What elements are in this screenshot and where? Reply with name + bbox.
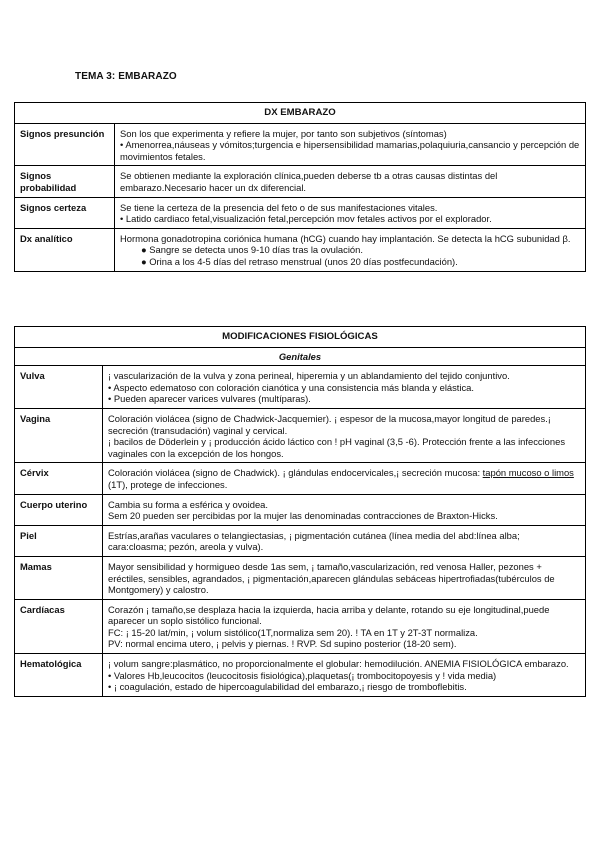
bullet-text: • Amenorrea,náuseas y vómitos;turgencia e hipersensibilidad mamarias,polaquiuria,cansancio y percepción de movimientos fetales. bbox=[120, 139, 580, 162]
bullet-text: • ¡ coagulación, estado de hipercoagulabilidad del embarazo,¡ riesgo de tromboflebitis. bbox=[108, 681, 467, 693]
row-text: ¡ volum sangre:plasmático, no proporcionalmente el globular: hemodilución. ANEMIA FISIOLÓGICA embarazo. bbox=[108, 658, 569, 670]
table-row bbox=[15, 123, 586, 166]
sub-bullet-text: ● Orina a los 4-5 días del retraso menstrual (unos 20 días postfecundación). bbox=[141, 255, 458, 267]
row-text: Son los que experimenta y refiere la mujer, por tanto son subjetivos (síntomas) bbox=[120, 127, 447, 139]
row-content bbox=[103, 366, 586, 409]
row-text: PV: normal encima utero, ¡ pelvis y piernas. ! RVP. Sd supino posterior (18-20 sem). bbox=[108, 638, 457, 650]
table-row bbox=[15, 197, 586, 228]
row-label: Vulva bbox=[15, 366, 103, 409]
table-row bbox=[15, 463, 586, 494]
table-header: DX EMBARAZO bbox=[15, 103, 586, 124]
row-content bbox=[103, 494, 586, 525]
table-row bbox=[15, 366, 586, 409]
row-text: Se tiene la certeza de la presencia del feto o de sus manifestaciones vitales. bbox=[120, 201, 438, 213]
row-text: ¡ vascularización de la vulva y zona perineal, hiperemia y un ablandamiento del tejido conjuntivo. bbox=[108, 370, 510, 382]
row-label: Dx analítico bbox=[15, 228, 115, 271]
row-text: Cambia su forma a esférica y ovoidea. bbox=[108, 498, 268, 510]
row-text: FC: ¡ 15-20 lat/min, ¡ volum sistólico(1T,normaliza sem 20). ! TA en 1T y 2T-3T normaliza. bbox=[108, 626, 478, 638]
dx-embarazo-table bbox=[14, 102, 586, 272]
row-content bbox=[103, 525, 586, 556]
row-label: Cérvix bbox=[15, 463, 103, 494]
table-row bbox=[15, 556, 586, 599]
row-label: Vagina bbox=[15, 408, 103, 462]
table-row bbox=[15, 228, 586, 271]
sub-bullet-text: ● Sangre se detecta unos 9-10 días tras la ovulación. bbox=[141, 244, 363, 256]
row-text: Coloración violácea (signo de Chadwick-Jacquemier). ¡ espesor de la mucosa,mayor longitud de paredes.¡ secreción (transudación) vaginal y cervical. bbox=[108, 412, 551, 436]
table-row bbox=[15, 408, 586, 462]
table-row bbox=[15, 166, 586, 197]
page-title: TEMA 3: EMBARAZO bbox=[75, 71, 177, 82]
row-text: Hormona gonadotropina coriónica humana (hCG) cuando hay implantación. Se detecta la hCG subunidad β. bbox=[120, 232, 571, 244]
row-content bbox=[103, 556, 586, 599]
row-text: Sem 20 pueden ser percibidas por la mujer las denominadas contracciones de Braxton-Hicks. bbox=[108, 510, 498, 522]
row-content bbox=[103, 463, 586, 494]
underlined-term: tapón mucoso o limos bbox=[482, 467, 574, 479]
row-content bbox=[115, 197, 586, 228]
table-header: MODIFICACIONES FISIOLÓGICAS bbox=[15, 327, 586, 348]
row-label: Signos probabilidad bbox=[15, 166, 115, 197]
row-text: Mayor sensibilidad y hormigueo desde 1as sem, ¡ tamaño,vascularización, red venosa Haller, pezones + eréctiles, sensibles, agrandados, ¡ pigmentación,aparecen glándulas sebáceas hipertrofiadas(tubérculos de Montgomery) y calostro. bbox=[108, 560, 555, 596]
bullet-text: • Valores Hb,leucocitos (leucocitosis fisiológica),plaquetas(¡ trombocitopoyesis y ! vida media) bbox=[108, 669, 497, 681]
row-label: Piel bbox=[15, 525, 103, 556]
row-content bbox=[103, 654, 586, 697]
table-row bbox=[15, 525, 586, 556]
row-text: (1T), protege de infecciones. bbox=[108, 478, 228, 490]
table-subheader: Genitales bbox=[15, 347, 586, 366]
row-label: Signos presunción bbox=[15, 123, 115, 166]
row-label: Signos certeza bbox=[15, 197, 115, 228]
row-content bbox=[103, 599, 586, 653]
row-text: Corazón ¡ tamaño,se desplaza hacia la izquierda, hacia arriba y delante, rotando su eje longitudinal,puede aparecer un soplo sistólico funcional. bbox=[108, 603, 550, 627]
row-text: ¡ bacilos de Döderlein y ¡ producción ácido láctico con ! pH vaginal (3,5 -6). Protección frente a las infecciones vaginales con la excepción de los hongos. bbox=[108, 436, 566, 459]
row-content bbox=[115, 123, 586, 166]
row-label: Cuerpo uterino bbox=[15, 494, 103, 525]
bullet-text: • Aspecto edematoso con coloración cianótica y una consistencia más blanda y elástica. bbox=[108, 381, 474, 393]
table-row bbox=[15, 494, 586, 525]
modificaciones-fisiologicas-table bbox=[14, 326, 586, 697]
table-row bbox=[15, 599, 586, 653]
row-text: Coloración violácea (signo de Chadwick). ¡ glándulas endocervicales,¡ secreción mucosa: bbox=[108, 467, 483, 479]
row-content bbox=[115, 166, 586, 197]
bullet-text: • Latido cardiaco fetal,visualización fetal,percepción mov fetales activos por el explorador. bbox=[120, 213, 492, 225]
table-row bbox=[15, 654, 586, 697]
row-content bbox=[103, 408, 586, 462]
row-text: Se obtienen mediante la exploración clínica,pueden deberse tb a otras causas distintas del embarazo.Necesario hacer un dx diferencial. bbox=[120, 170, 498, 193]
row-text: Estrías,arañas vaculares o telangiectasias, ¡ pigmentación cutánea (línea media del abd:línea alba; cara:cloasma; pezón, areola y vulva). bbox=[108, 529, 520, 553]
row-label: Cardíacas bbox=[15, 599, 103, 653]
row-label: Hematológica bbox=[15, 654, 103, 697]
row-content bbox=[115, 228, 586, 271]
bullet-text: • Pueden aparecer varices vulvares (multíparas). bbox=[108, 393, 311, 405]
row-label: Mamas bbox=[15, 556, 103, 599]
